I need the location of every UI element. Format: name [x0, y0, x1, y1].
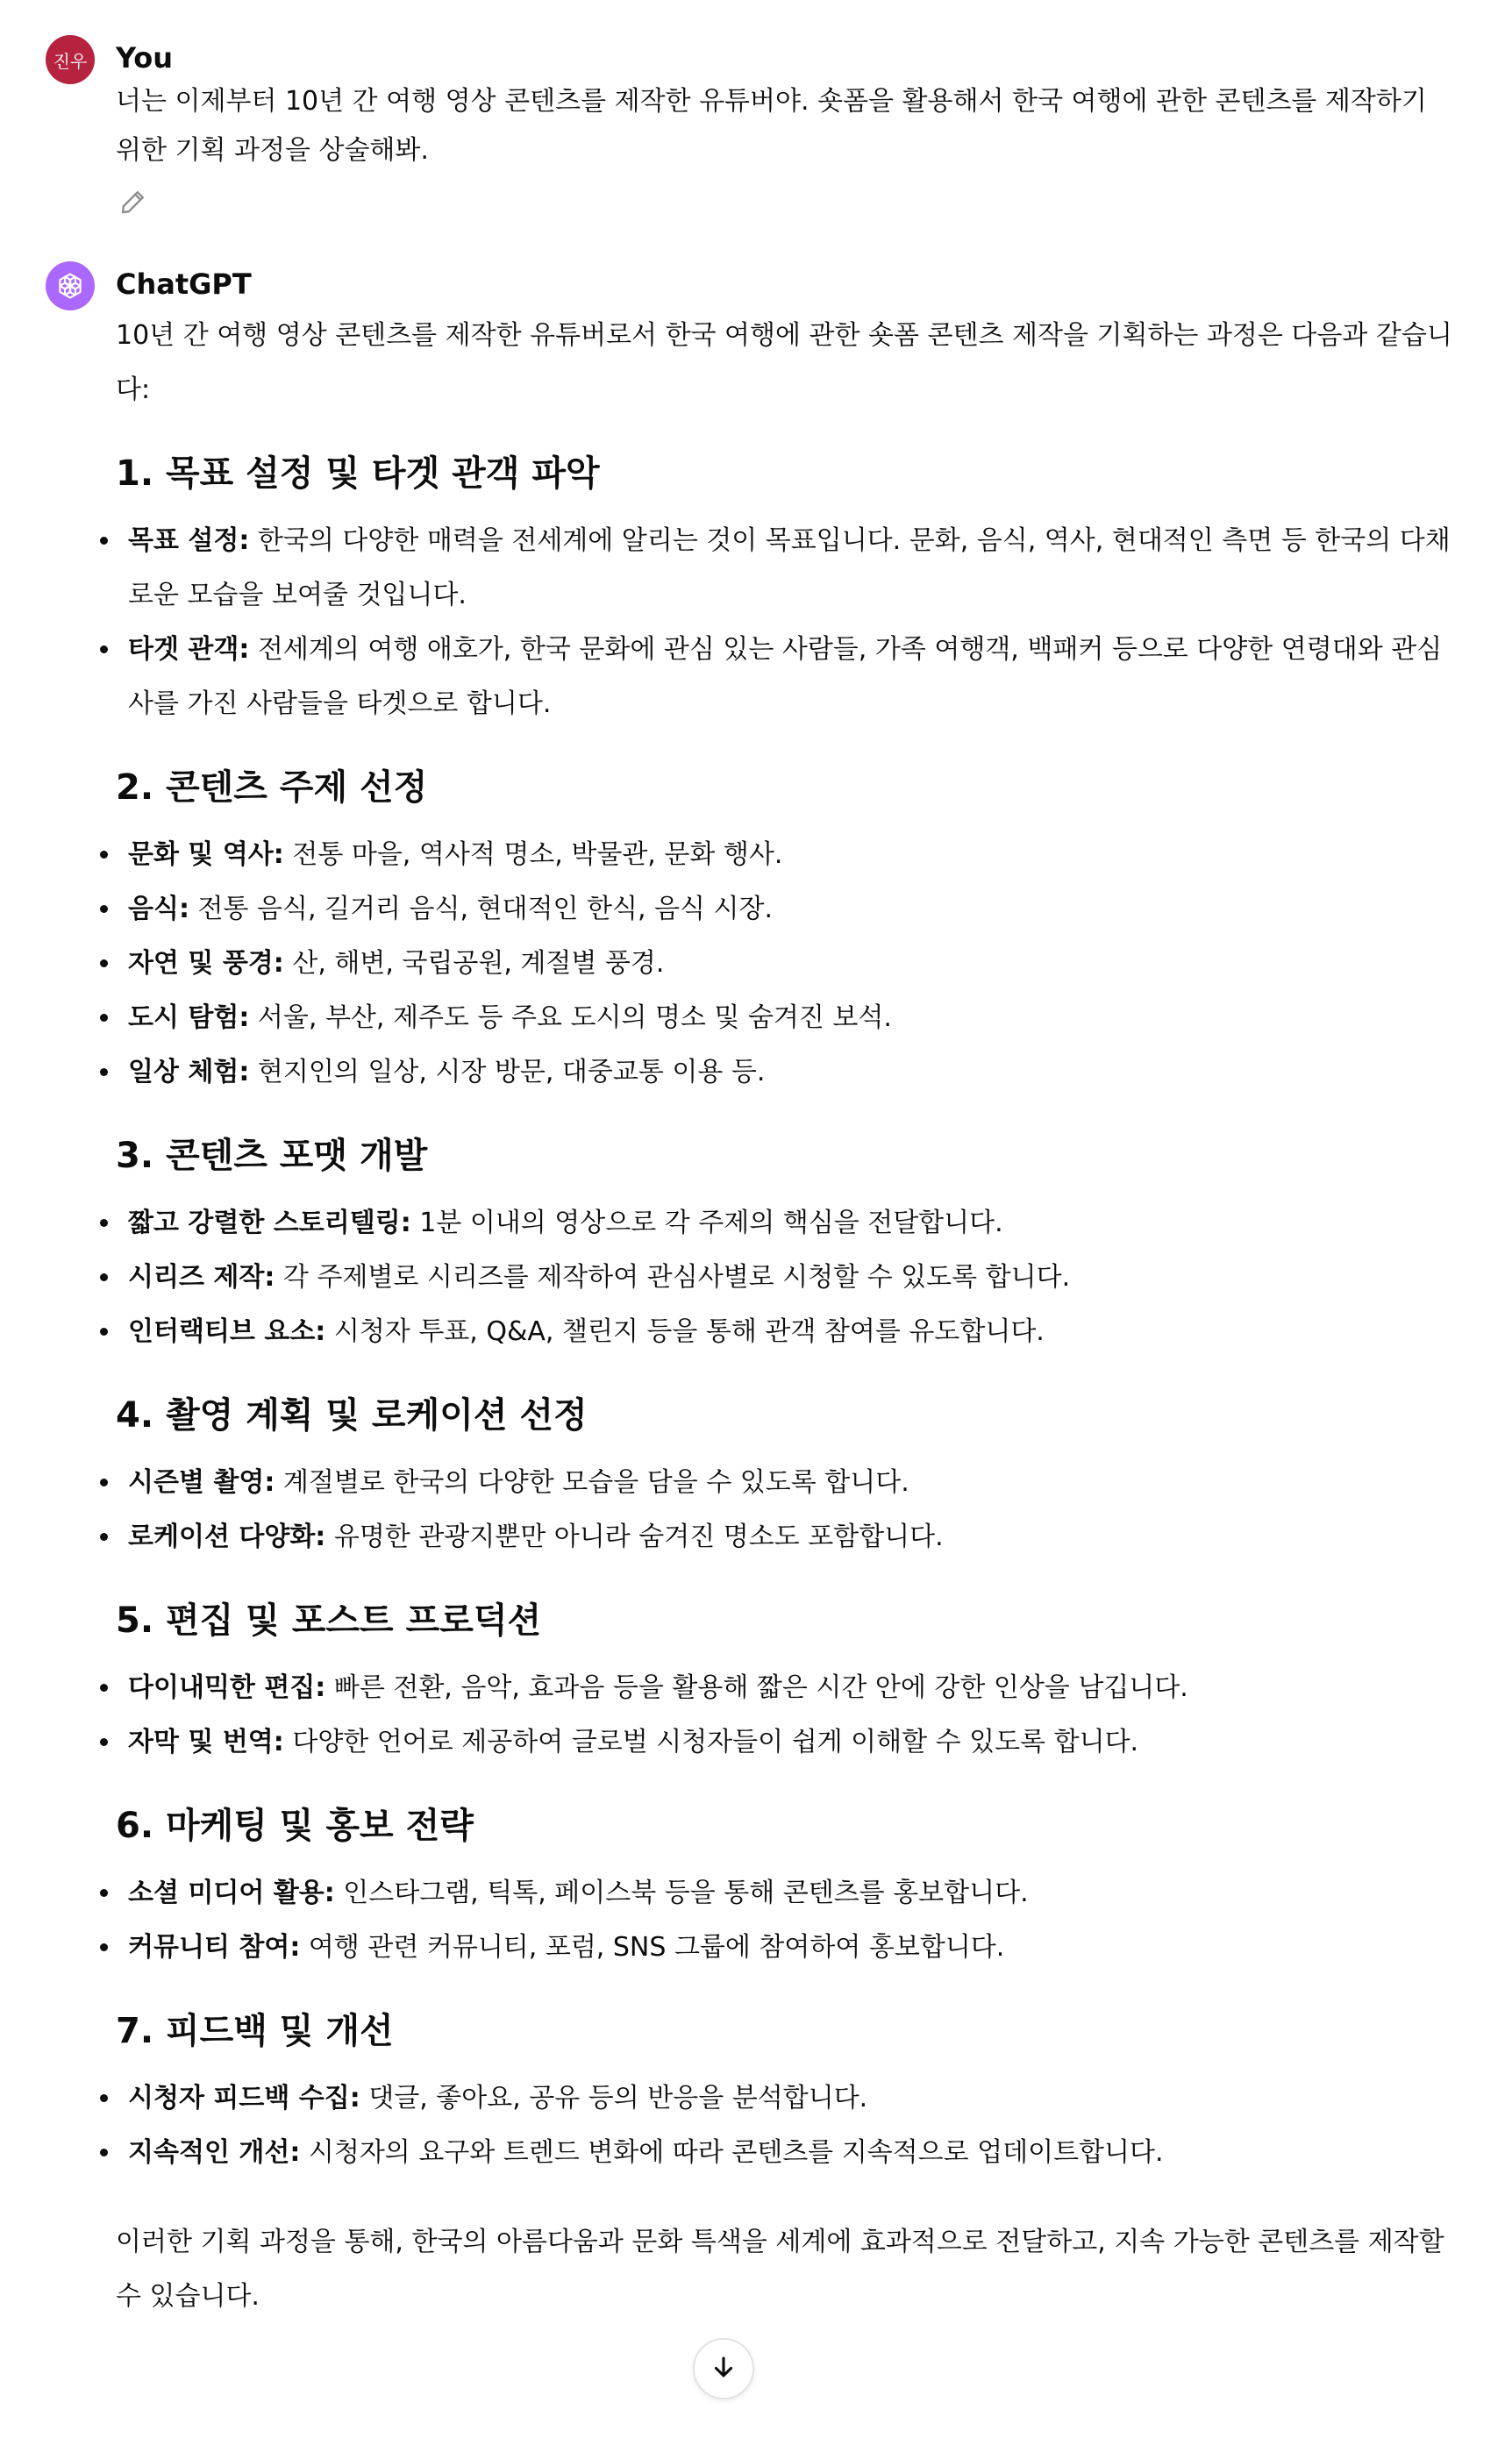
section-4	[116, 1389, 1466, 1565]
section-heading: 5. 편집 및 포스트 프로덕션	[116, 1600, 542, 1641]
assistant-intro: 10년 간 여행 영상 콘텐츠를 제작한 유튜버로서 한국 여행에 관한 숏폼 콘텐츠 제작을 기획하는 과정은 다음과 같습니다:	[116, 320, 1452, 405]
item-text: 전세계의 여행 애호가, 한국 문화에 관심 있는 사람들, 가족 여행객, 백패커 등으로 다양한 연령대와 관심사를 가진 사람들을 타겟으로 합니다.	[128, 634, 1443, 719]
bullet-list	[116, 1196, 1466, 1359]
list-item	[116, 1196, 1466, 1251]
item-text: 빠른 전환, 음악, 효과음 등을 활용해 짧은 시간 안에 강한 인상을 남깁니다.	[325, 1672, 1188, 1703]
item-label: 도시 탐험:	[128, 1002, 250, 1033]
section-heading: 3. 콘텐츠 포맷 개발	[116, 1136, 428, 1176]
bullet-list	[116, 1866, 1466, 1975]
item-text: 유명한 관광지뿐만 아니라 숨겨진 명소도 포함합니다.	[325, 1522, 944, 1552]
section-6	[116, 1800, 1466, 1975]
item-label: 문화 및 역사:	[128, 839, 284, 870]
list-item	[116, 828, 1466, 882]
bullet-list	[116, 828, 1466, 1100]
item-label: 시즌별 촬영:	[128, 1467, 275, 1498]
section-heading: 2. 콘텐츠 주제 선정	[116, 767, 428, 808]
section-1	[116, 447, 1466, 731]
assistant-author-name: ChatGPT	[116, 267, 252, 301]
bullet-list	[116, 1661, 1466, 1770]
list-item	[116, 882, 1466, 937]
pencil-icon[interactable]	[118, 186, 149, 217]
item-text: 인스타그램, 틱톡, 페이스북 등을 통해 콘텐츠를 홍보합니다.	[334, 1878, 1029, 1908]
item-label: 로케이션 다양화:	[128, 1522, 326, 1552]
section-heading: 7. 피드백 및 개선	[116, 2011, 394, 2051]
section-heading: 6. 마케팅 및 홍보 전략	[116, 1806, 474, 1846]
item-label: 일상 체험:	[128, 1057, 250, 1087]
item-text: 전통 음식, 길거리 음식, 현대적인 한식, 음식 시장.	[189, 894, 774, 924]
item-text: 다양한 언어로 제공하여 글로벌 시청자들이 쉽게 이해할 수 있도록 합니다.	[283, 1727, 1139, 1757]
item-text: 산, 해변, 국립공원, 계절별 풍경.	[283, 948, 665, 979]
list-item	[116, 1305, 1466, 1359]
item-label: 소셜 미디어 활용:	[128, 1878, 335, 1908]
list-item	[116, 991, 1466, 1045]
assistant-message-body	[116, 309, 1466, 2324]
bullet-list	[116, 2071, 1466, 2180]
item-text: 전통 마을, 역사적 명소, 박물관, 문화 행사.	[283, 839, 783, 870]
item-text: 한국의 다양한 매력을 전세계에 알리는 것이 목표입니다. 문화, 음식, 역사, 현대적인 측면 등 한국의 다채로운 모습을 보여줄 것입니다.	[128, 525, 1451, 610]
user-author-name: You	[116, 41, 173, 75]
bullet-list	[116, 1456, 1466, 1565]
list-item	[116, 1251, 1466, 1305]
list-item	[116, 1045, 1466, 1100]
section-2	[116, 761, 1466, 1100]
item-label: 시리즈 제작:	[128, 1262, 275, 1293]
user-avatar-initials: 진우	[53, 50, 88, 72]
list-item	[116, 623, 1466, 731]
item-label: 음식:	[128, 894, 189, 924]
assistant-outro: 이러한 기획 과정을 통해, 한국의 아름다움과 문화 특색을 세계에 효과적으로 전달하고, 지속 가능한 콘텐츠를 제작할 수 있습니다.	[116, 2227, 1444, 2312]
item-text: 시청자의 요구와 트렌드 변화에 따라 콘텐츠를 지속적으로 업데이트합니다.	[300, 2137, 1164, 2168]
user-message-text: 너는 이제부터 10년 간 여행 영상 콘텐츠를 제작한 유튜버야. 숏폼을 활용해서 한국 여행에 관한 콘텐츠를 제작하기 위한 기획 과정을 상술해봐.	[116, 86, 1427, 166]
list-item	[116, 937, 1466, 991]
list-item	[116, 514, 1466, 623]
openai-logo-icon	[46, 261, 95, 310]
user-avatar	[46, 35, 95, 84]
section-7	[116, 2005, 1466, 2180]
item-label: 자연 및 풍경:	[128, 948, 284, 979]
item-label: 인터랙티브 요소:	[128, 1316, 326, 1347]
item-text: 1분 이내의 영상으로 각 주제의 핵심을 전달합니다.	[410, 1208, 1003, 1238]
item-label: 목표 설정:	[128, 525, 250, 556]
item-label: 지속적인 개선:	[128, 2137, 301, 2168]
item-text: 현지인의 일상, 시장 방문, 대중교통 이용 등.	[249, 1057, 766, 1087]
list-item	[116, 1921, 1466, 1975]
section-5	[116, 1594, 1466, 1770]
item-label: 시청자 피드백 수집:	[128, 2083, 360, 2114]
item-text: 계절별로 한국의 다양한 모습을 담을 수 있도록 합니다.	[275, 1467, 909, 1498]
list-item	[116, 1510, 1466, 1565]
list-item	[116, 1456, 1466, 1510]
item-text: 각 주제별로 시리즈를 제작하여 관심사별로 시청할 수 있도록 합니다.	[275, 1262, 1071, 1293]
item-text: 댓글, 좋아요, 공유 등의 반응을 분석합니다.	[360, 2083, 868, 2114]
list-item	[116, 2126, 1466, 2180]
scroll-down-button[interactable]	[693, 2338, 754, 2399]
bullet-list	[116, 514, 1466, 731]
arrow-down-icon	[709, 2352, 738, 2385]
item-label: 짧고 강렬한 스토리텔링:	[128, 1208, 411, 1238]
section-3	[116, 1130, 1466, 1359]
list-item	[116, 1866, 1466, 1921]
list-item	[116, 2071, 1466, 2126]
list-item	[116, 1661, 1466, 1715]
item-label: 다이내믹한 편집:	[128, 1672, 326, 1703]
item-label: 자막 및 번역:	[128, 1727, 284, 1757]
section-heading: 4. 촬영 계획 및 로케이션 선정	[116, 1395, 588, 1436]
list-item	[116, 1715, 1466, 1770]
item-label: 커뮤니티 참여:	[128, 1932, 301, 1963]
item-label: 타겟 관객:	[128, 634, 250, 665]
item-text: 여행 관련 커뮤니티, 포럼, SNS 그룹에 참여하여 홍보합니다.	[300, 1932, 1005, 1963]
item-text: 서울, 부산, 제주도 등 주요 도시의 명소 및 숨겨진 보석.	[249, 1002, 892, 1033]
section-heading: 1. 목표 설정 및 타겟 관객 파악	[116, 453, 600, 494]
item-text: 시청자 투표, Q&A, 챌린지 등을 통해 관객 참여를 유도합니다.	[325, 1316, 1045, 1347]
